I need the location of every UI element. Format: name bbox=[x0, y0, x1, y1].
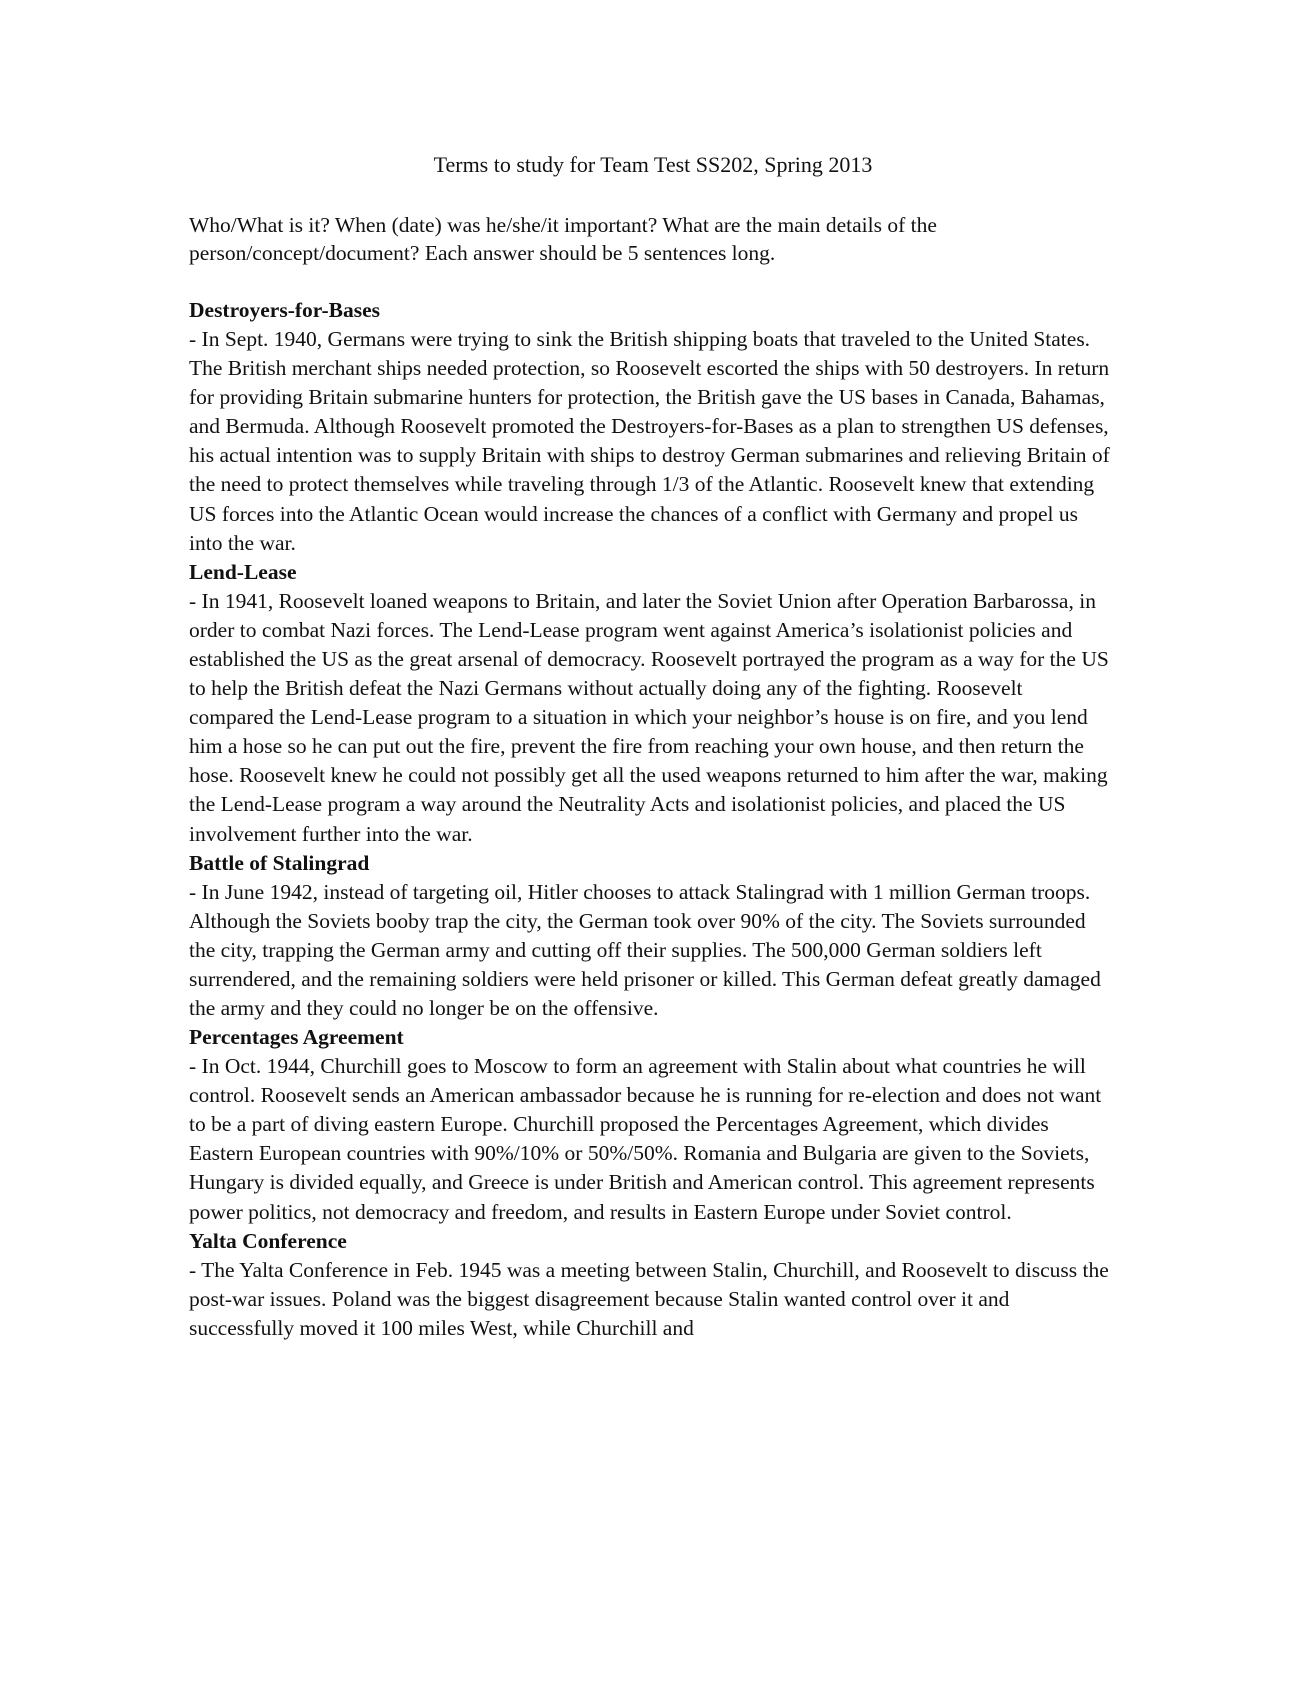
term-yalta-conference bbox=[189, 1227, 1111, 1343]
term-heading: Percentages Agreement bbox=[189, 1025, 404, 1050]
term-heading: Destroyers-for-Bases bbox=[189, 298, 381, 322]
term-body: - In 1941, Roosevelt loaned weapons to Britain, and later the Soviet Union after Operation Barbarossa, in order to combat Nazi forces. The Lend-Lease program went against America’s isolationist policies and established the US as the great arsenal of democracy. Roosevelt portrayed the program as a way for the US to help the British defeat the Nazi Germans without actually doing any of the fighting. Roosevelt compared the Lend-Lease program to a situation in which your neighbor’s house is on fire, and you lend him a hose so he can put out the fire, prevent the fire from reaching your own house, and then return the hose. Roosevelt knew he could not possibly get all the used weapons returned to him after the war, making the Lend-Lease program a way around the Neutrality Acts and isolationist policies, and placed the US involvement further into the war. bbox=[189, 588, 1109, 846]
term-percentages-agreement bbox=[189, 1023, 1111, 1227]
term-destroyers-for-bases bbox=[189, 296, 1111, 558]
document-title: Terms to study for Team Test SS202, Spring 2013 bbox=[433, 152, 873, 177]
instructions-paragraph: Who/What is it? When (date) was he/she/it important? What are the main details of the person/concept/document? Each answer should be 5 sentences long. bbox=[189, 213, 937, 265]
term-heading: Yalta Conference bbox=[189, 1228, 347, 1253]
term-body: - In June 1942, instead of targeting oil, Hitler chooses to attack Stalingrad with 1 million German troops. Although the Soviets booby trap the city, the German took over 90% of the city. The Soviets surrounded the city, trapping the German army and cutting off their supplies. The 500,000 German soldiers left surrendered, and the remaining soldiers were held prisoner or killed. This German defeat greatly damaged the army and they could no longer be on the offensive. bbox=[189, 879, 1101, 1020]
term-battle-of-stalingrad bbox=[189, 849, 1111, 1023]
term-body: - In Sept. 1940, Germans were trying to sink the British shipping boats that traveled to the United States. The British merchant ships needed protection, so Roosevelt escorted the ships with 50 destroyers. In return for providing Britain submarine hunters for protection, the British gave the US bases in Canada, Bahamas, and Bermuda. Although Roosevelt promoted the Destroyers-for-Bases as a plan to strengthen US defenses, his actual intention was to supply Britain with ships to destroy German submarines and relieving Britain of the need to protect themselves while traveling through 1/3 of the Atlantic. Roosevelt knew that extending US forces into the Atlantic Ocean would increase the chances of a conflict with Germany and propel us into the war. bbox=[189, 327, 1110, 555]
term-lend-lease bbox=[189, 558, 1111, 849]
term-heading: Battle of Stalingrad bbox=[189, 850, 370, 875]
term-heading: Lend-Lease bbox=[189, 559, 297, 584]
terms-list bbox=[189, 296, 1111, 1343]
term-body: - In Oct. 1944, Churchill goes to Moscow to form an agreement with Stalin about what countries he will control. Roosevelt sends an American ambassador because he is running for re-election and does not want to be a part of diving eastern Europe. Churchill proposed the Percentages Agreement, which divides Eastern European countries with 90%/10% or 50%/50%. Romania and Bulgaria are given to the Soviets, Hungary is divided equally, and Greece is under British and American control. This agreement represents power politics, not democracy and freedom, and results in Eastern Europe under Soviet control. bbox=[189, 1054, 1102, 1224]
term-body: - The Yalta Conference in Feb. 1945 was a meeting between Stalin, Churchill, and Roosevelt to discuss the post-war issues. Poland was the biggest disagreement because Stalin wanted control over it and successfully moved it 100 miles West, while Churchill and bbox=[189, 1257, 1109, 1340]
